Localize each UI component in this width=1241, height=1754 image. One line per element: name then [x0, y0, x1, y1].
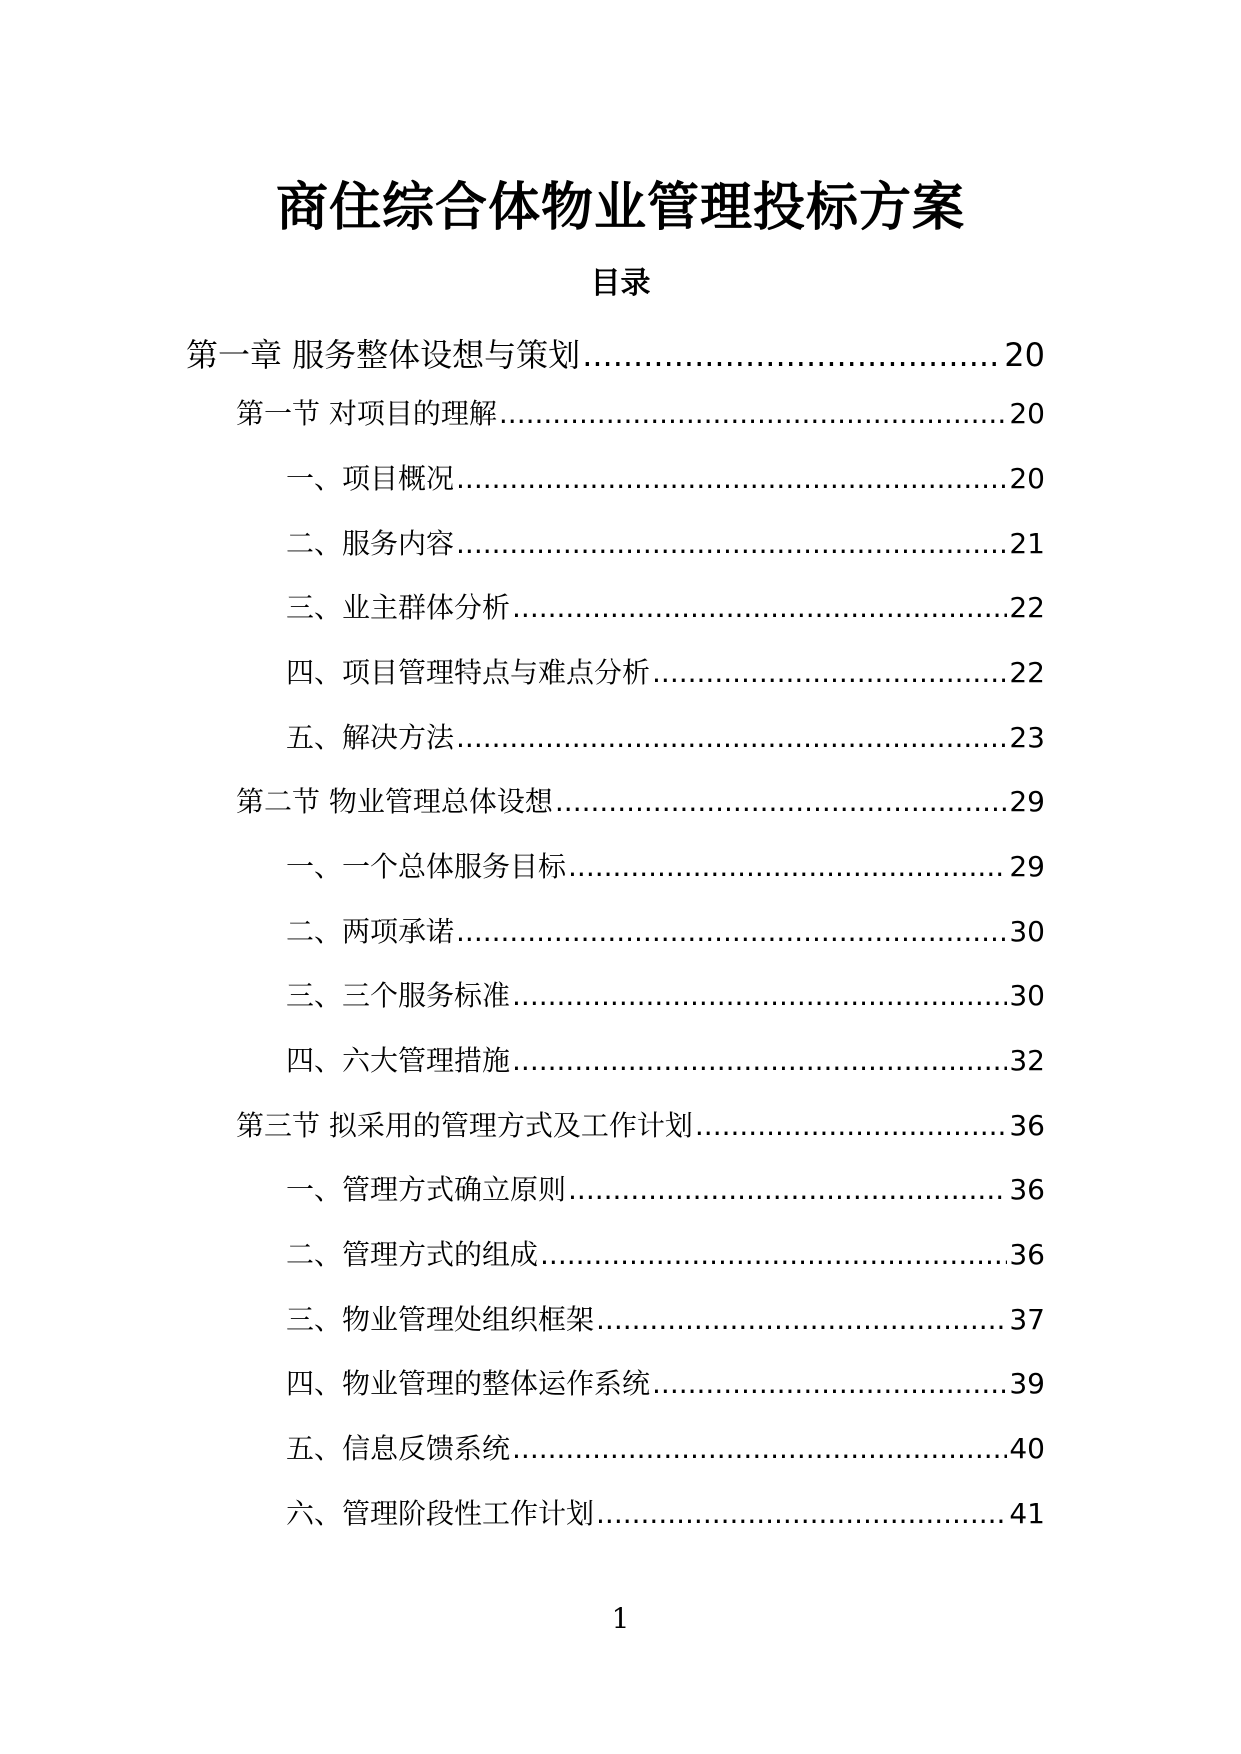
- toc-entry-section-3[interactable]: [236, 1104, 1045, 1146]
- toc-entry-text: 第一节 对项目的理解: [236, 397, 497, 430]
- toc-leader-dots: [652, 1367, 1007, 1400]
- page-number: 1: [611, 1602, 630, 1635]
- toc-entry-page: 22: [1009, 591, 1045, 624]
- toc-entry-page: 23: [1009, 721, 1045, 754]
- toc-entry-text: 三、物业管理处组织框架: [286, 1303, 595, 1336]
- toc-entry-item[interactable]: [286, 522, 1045, 564]
- toc-entry-text: 五、解决方法: [286, 721, 455, 754]
- toc-entry-page: 29: [1009, 785, 1045, 818]
- toc-entry-page: 29: [1009, 850, 1045, 883]
- toc-leader-dots: [568, 1173, 1007, 1206]
- toc-entry-text: 六、管理阶段性工作计划: [286, 1497, 595, 1530]
- toc-leader-dots: [540, 1238, 1007, 1271]
- toc-entry-page: 20: [1009, 462, 1045, 495]
- toc-entry-item[interactable]: [286, 1298, 1045, 1340]
- toc-entry-text: 三、三个服务标准: [286, 979, 511, 1012]
- toc-entry-item[interactable]: [286, 845, 1045, 887]
- toc-entry-text: 四、六大管理措施: [286, 1044, 511, 1077]
- toc-entry-item[interactable]: [286, 910, 1045, 952]
- toc-entry-text: 二、管理方式的组成: [286, 1238, 539, 1271]
- toc-leader-dots: [512, 591, 1007, 624]
- toc-entry-text: 三、业主群体分析: [286, 591, 511, 624]
- toc-entry-text: 二、两项承诺: [286, 915, 455, 948]
- toc-leader-dots: [456, 915, 1007, 948]
- toc-leader-dots: [456, 527, 1007, 560]
- toc-leader-dots: [512, 979, 1007, 1012]
- toc-entry-page: 22: [1009, 656, 1045, 689]
- toc-entry-item[interactable]: [286, 457, 1045, 499]
- toc-entry-item[interactable]: [286, 1039, 1045, 1081]
- toc-entry-text: 第一章 服务整体设想与策划: [186, 336, 581, 374]
- toc-entry-text: 四、项目管理特点与难点分析: [286, 656, 651, 689]
- toc-leader-dots: [456, 462, 1007, 495]
- toc-entry-page: 39: [1009, 1367, 1045, 1400]
- toc-leader-dots: [499, 397, 1007, 430]
- toc-entry-item[interactable]: [286, 1362, 1045, 1404]
- toc-entry-item[interactable]: [286, 1233, 1045, 1275]
- toc-entry-item[interactable]: [286, 1168, 1045, 1210]
- toc-leader-dots: [596, 1303, 1007, 1336]
- toc-leader-dots: [555, 785, 1007, 818]
- toc-entry-page: 37: [1009, 1303, 1045, 1336]
- toc-entry-page: 30: [1009, 915, 1045, 948]
- toc-leader-dots: [652, 656, 1007, 689]
- toc-entry-text: 四、物业管理的整体运作系统: [286, 1367, 651, 1400]
- toc-entry-text: 二、服务内容: [286, 527, 455, 560]
- toc-entry-text: 第三节 拟采用的管理方式及工作计划: [236, 1109, 693, 1142]
- toc-entry-page: 36: [1009, 1173, 1045, 1206]
- toc-entry-section-2[interactable]: [236, 780, 1045, 822]
- toc-heading: 目录: [590, 266, 651, 301]
- toc-entry-item[interactable]: [286, 586, 1045, 628]
- toc-entry-item[interactable]: [286, 716, 1045, 758]
- toc-entry-page: 32: [1009, 1044, 1045, 1077]
- toc-entry-text: 一、一个总体服务目标: [286, 850, 567, 883]
- toc-leader-dots: [456, 721, 1007, 754]
- toc-entry-page: 36: [1009, 1109, 1045, 1142]
- toc-entry-page: 40: [1009, 1432, 1045, 1465]
- toc-entry-page: 41: [1009, 1497, 1045, 1530]
- toc-entry-page: 20: [1009, 397, 1045, 430]
- toc-entry-page: 20: [1004, 336, 1045, 374]
- toc-entry-page: 21: [1009, 527, 1045, 560]
- toc-entry-text: 五、信息反馈系统: [286, 1432, 511, 1465]
- toc-entry-item[interactable]: [286, 1427, 1045, 1469]
- toc-entry-chapter-1[interactable]: [186, 330, 1045, 376]
- toc-entry-section-1[interactable]: [236, 392, 1045, 434]
- toc-entry-page: 30: [1009, 979, 1045, 1012]
- toc-entry-page: 36: [1009, 1238, 1045, 1271]
- toc-entry-text: 第二节 物业管理总体设想: [236, 785, 553, 818]
- toc-leader-dots: [695, 1109, 1007, 1142]
- toc-entry-item[interactable]: [286, 651, 1045, 693]
- toc-entry-item[interactable]: [286, 1492, 1045, 1534]
- toc-entry-text: 一、管理方式确立原则: [286, 1173, 567, 1206]
- toc-leader-dots: [512, 1044, 1007, 1077]
- document-title: 商住综合体物业管理投标方案: [275, 178, 965, 238]
- toc-entry-text: 一、项目概况: [286, 462, 455, 495]
- toc-leader-dots: [582, 336, 1002, 374]
- toc-leader-dots: [568, 850, 1007, 883]
- toc-entry-item[interactable]: [286, 974, 1045, 1016]
- toc-leader-dots: [512, 1432, 1007, 1465]
- toc-leader-dots: [596, 1497, 1007, 1530]
